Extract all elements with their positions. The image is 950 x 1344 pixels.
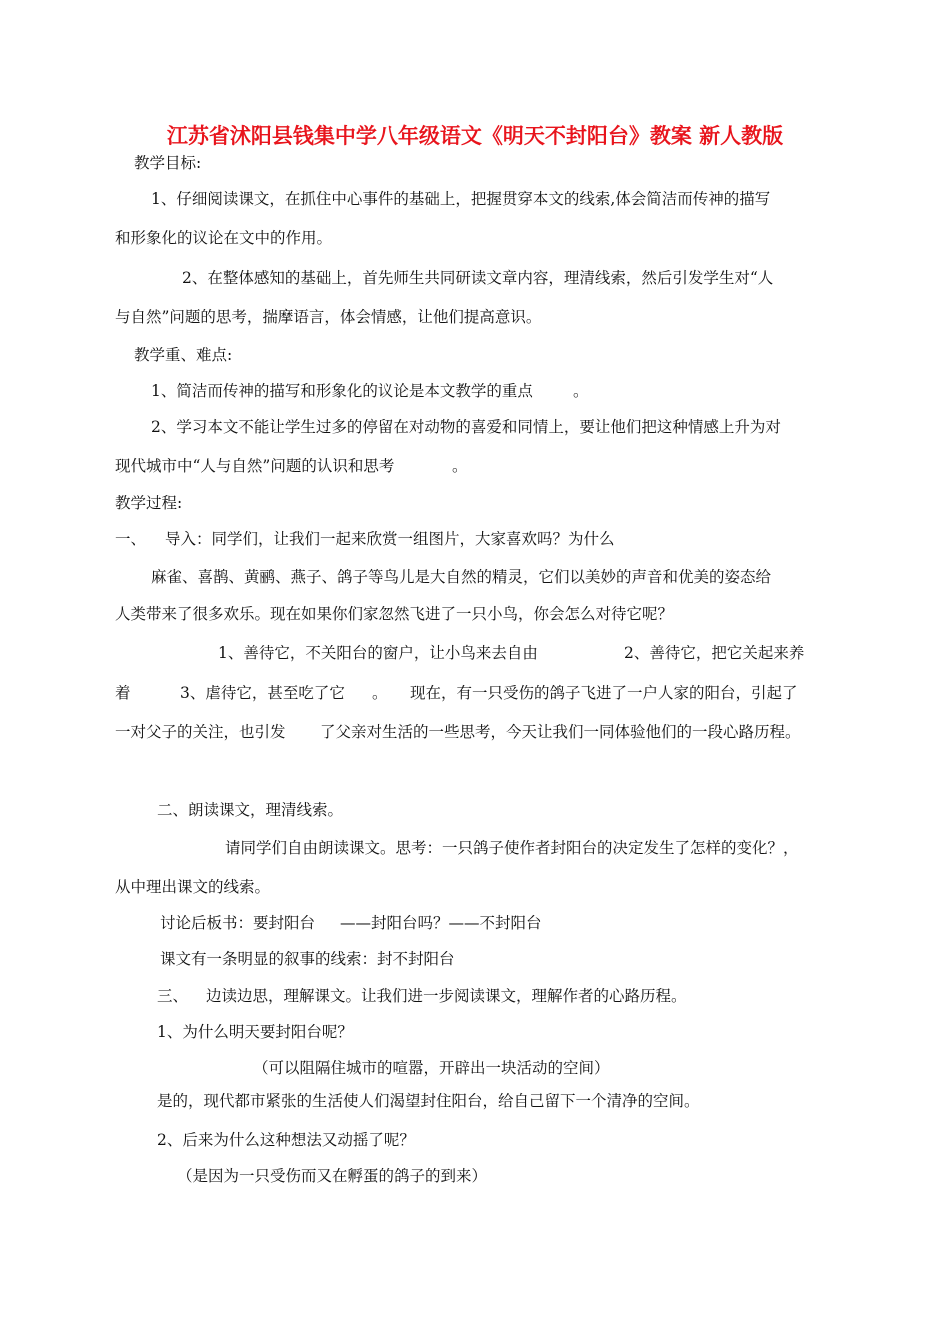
- text-line: 1、善待它，不关阳台的窗户，让小鸟来去自由: [218, 644, 538, 662]
- text-line: 一对父子的关注，也引发: [115, 723, 286, 741]
- section-heading-objectives: 教学目标:: [134, 154, 202, 172]
- text-line: 讨论后板书：要封阳台: [160, 914, 316, 932]
- text-line: 与自然”问题的思考，揣摩语言，体会情感，让他们提高意识。: [115, 308, 542, 326]
- text-line: 1、简洁而传神的描写和形象化的议论是本文教学的重点: [151, 382, 533, 400]
- text-line: 现代城市中“人与自然”问题的认识和思考: [115, 457, 395, 475]
- text-line: 三、: [157, 987, 189, 1005]
- text-line: 。: [573, 382, 589, 400]
- text-line: 导入：同学们，让我们一起来欣赏一组图片，大家喜欢吗？为什么: [165, 530, 615, 548]
- text-line: 着: [115, 684, 131, 702]
- text-line: 2、善待它，把它关起来养: [624, 644, 805, 662]
- text-line: （可以阻隔住城市的喧嚣，开辟出一块活动的空间）: [253, 1059, 610, 1077]
- document-title: 江苏省沭阳县钱集中学八年级语文《明天不封阳台》教案 新人教版: [166, 124, 784, 148]
- text-line: 。: [372, 684, 388, 702]
- text-line: 课文有一条明显的叙事的线索：封不封阳台: [160, 950, 455, 968]
- text-line: 从中理出课文的线索。: [115, 878, 271, 896]
- text-line: 了父亲对生活的一些思考，今天让我们一同体验他们的一段心路历程。: [320, 723, 801, 741]
- text-line: 1、仔细阅读课文，在抓住中心事件的基础上，把握贯穿本文的线索,体会简洁而传神的描写: [151, 190, 771, 208]
- text-line: 2、学习本文不能让学生过多的停留在对动物的喜爱和同情上，要让他们把这种情感上升为对: [151, 418, 781, 436]
- text-line: 现在，有一只受伤的鸽子飞进了一户人家的阳台，引起了: [410, 684, 798, 702]
- text-line: 一、: [115, 530, 147, 548]
- text-line: 2、在整体感知的基础上，首先师生共同研读文章内容，理清线索，然后引发学生对“人: [182, 269, 774, 287]
- text-line: 和形象化的议论在文中的作用。: [115, 229, 333, 247]
- text-line: 麻雀、喜鹊、黄鹂、燕子、鸽子等鸟儿是大自然的精灵，它们以美妙的声音和优美的姿态给: [151, 568, 772, 586]
- section-heading-reading: 二、朗读课文，理清线索。: [157, 801, 344, 819]
- text-line: 请同学们自由朗读课文。思考：一只鸽子使作者封阳台的决定发生了怎样的变化？，: [225, 839, 799, 857]
- section-heading-keypoints: 教学重、难点:: [134, 346, 233, 364]
- text-line: 1、为什么明天要封阳台呢？: [157, 1023, 353, 1041]
- text-line: 是的，现代都市紧张的生活使人们渴望封住阳台，给自己留下一个清净的空间。: [157, 1092, 700, 1110]
- text-line: 人类带来了很多欢乐。现在如果你们家忽然飞进了一只小鸟，你会怎么对待它呢？: [115, 605, 674, 623]
- text-line: 边读边思，理解课文。让我们进一步阅读课文，理解作者的心路历程。: [206, 987, 687, 1005]
- text-line: 3、虐待它，甚至吃了它: [180, 684, 345, 702]
- text-line: ——封阳台吗？——不封阳台: [340, 914, 542, 932]
- text-line: （是因为一只受伤而又在孵蛋的鸽子的到来）: [177, 1167, 488, 1185]
- text-line: 。: [452, 457, 468, 475]
- text-line: 2、后来为什么这种想法又动摇了呢？: [157, 1131, 415, 1149]
- section-heading-process: 教学过程:: [115, 494, 183, 512]
